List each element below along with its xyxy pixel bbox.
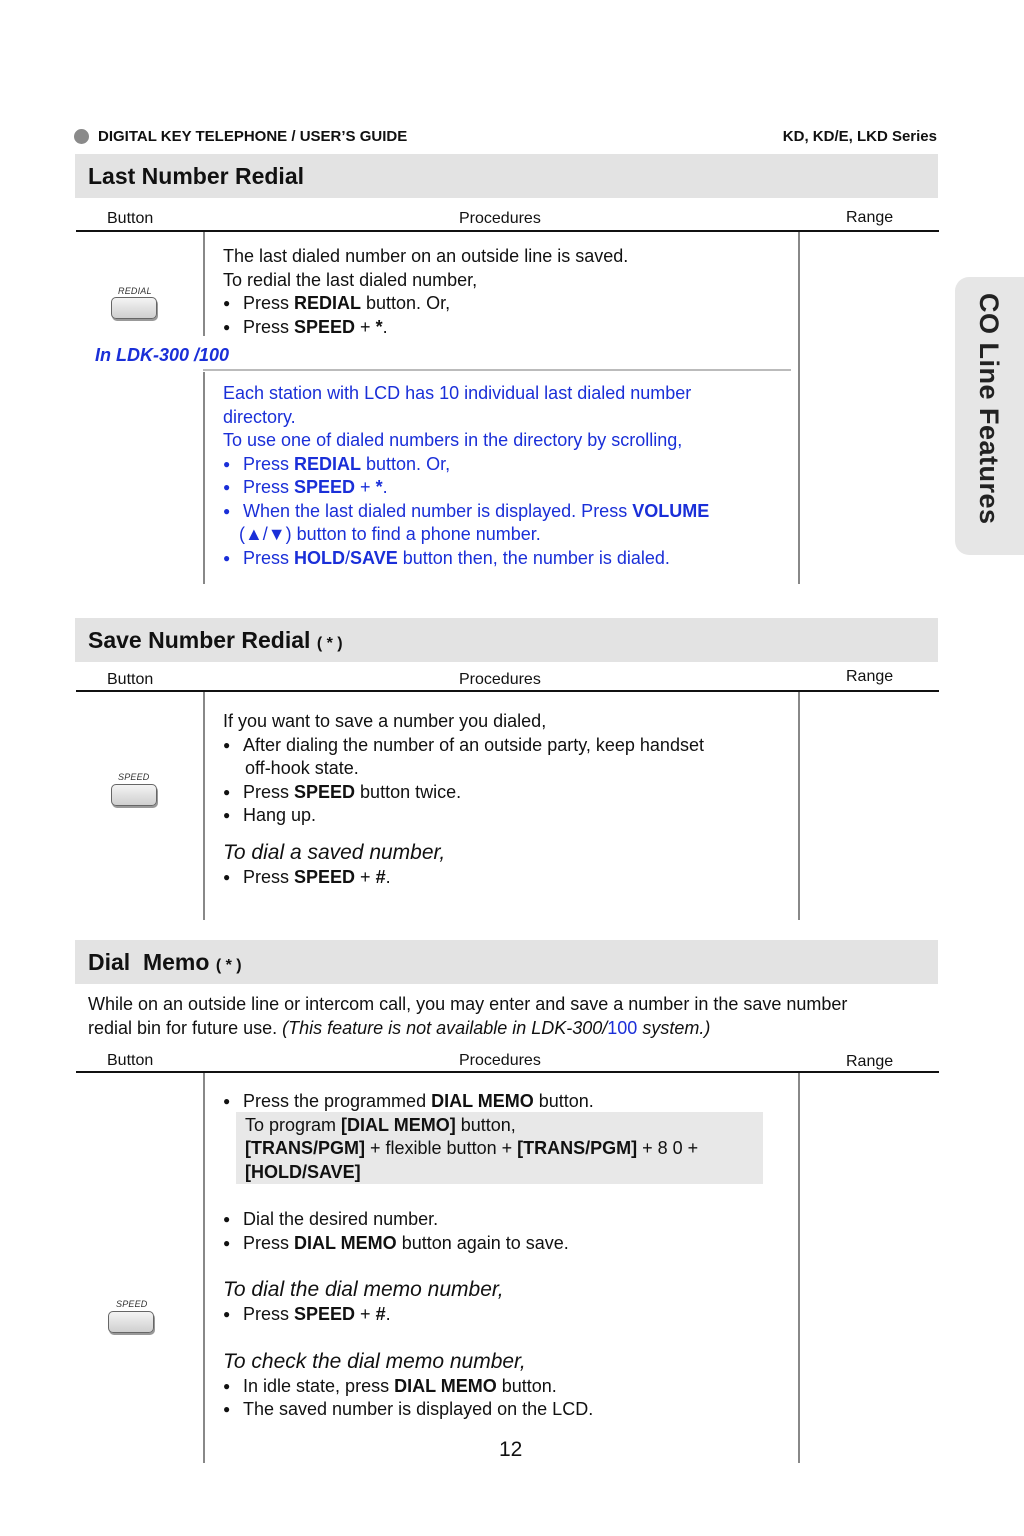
col-header-procedures: Procedures: [459, 1052, 541, 1069]
col-header-range: Range: [846, 668, 894, 685]
col-header-range: Range: [846, 209, 894, 226]
column-divider: [203, 372, 205, 584]
table-rule: [76, 1071, 939, 1073]
column-divider: [203, 232, 205, 336]
col-header-procedures: Procedures: [459, 671, 541, 688]
procedure-text: If you want to save a number you dialed, ● After dialing the number of an outside party, keep handset off-hook state. ● Press SPEED button twice. ● Hang up. To dial a saved number, ● Press SPEED + #.: [223, 710, 793, 889]
section-description: While on an outside line or intercom call, you may enter and save a number in the save number redial bin for future use. (This feature is not available in LDK-300/100 system.): [88, 994, 848, 1038]
column-divider: [798, 1073, 800, 1463]
button-caption: REDIAL: [118, 286, 152, 296]
row-divider: [203, 369, 791, 371]
col-header-button: Button: [107, 210, 154, 227]
column-divider: [798, 692, 800, 920]
chapter-tab-label: CO Line Features: [974, 293, 1004, 525]
section-title: Save Number Redial ( * ): [88, 627, 343, 653]
col-header-button: Button: [107, 1052, 154, 1069]
table-rule: [76, 690, 939, 692]
section-title-bar: [75, 618, 938, 662]
section-title-bar: [75, 154, 938, 198]
model-note-label: In LDK-300 /100: [95, 345, 230, 365]
column-divider: [203, 692, 205, 920]
speed-key-icon: [111, 784, 157, 806]
series-label: KD, KD/E, LKD Series: [782, 128, 937, 145]
button-caption: SPEED: [116, 1299, 148, 1309]
page-number: 12: [499, 1438, 523, 1461]
column-divider: [798, 232, 800, 584]
section-title-bar: [75, 940, 938, 984]
col-header-procedures: Procedures: [459, 210, 541, 227]
procedure-text-ldk: Each station with LCD has 10 individual last dialed number directory. To use one of dialed numbers in the directory by scrolling, ● Press REDIAL button. Or, ● Press SPEED + *. ● When the last dialed number is displayed. Press VOLUME (▲/▼) button to find a phone number. ● Press HOLD/SAVE button then, the number is dialed.: [223, 382, 793, 570]
button-caption: SPEED: [118, 772, 150, 782]
procedure-text: The last dialed number on an outside line is saved. To redial the last dialed number, ● Press REDIAL button. Or, ● Press SPEED + *.: [223, 245, 793, 339]
table-rule: [76, 230, 939, 232]
redial-key-icon: [111, 297, 157, 319]
speed-key-icon: [108, 1311, 154, 1333]
column-divider: [203, 1073, 205, 1463]
chapter-tab: [955, 277, 1024, 555]
bullet-dot-icon: [74, 129, 89, 144]
section-title: Last Number Redial: [88, 163, 304, 189]
col-header-range: Range: [846, 1053, 894, 1070]
procedure-text: ● Press the programmed DIAL MEMO button. To program [DIAL MEMO] button, [TRANS/PGM] + flexible button + [TRANS/PGM] + 8 0 + [HOLD/SAVE] ● Dial the desired number. ● Press DIAL MEMO button again to save. To dial the dial memo number, ● Press SPEED + #. To check the dial memo number, ● In idle state, press DIAL MEMO button. ● The saved number is displayed on the LCD.: [223, 1090, 793, 1422]
doc-title: DIGITAL KEY TELEPHONE / USER’S GUIDE: [98, 128, 408, 145]
section-title: Dial Memo ( * ): [88, 949, 242, 975]
col-header-button: Button: [107, 671, 154, 688]
